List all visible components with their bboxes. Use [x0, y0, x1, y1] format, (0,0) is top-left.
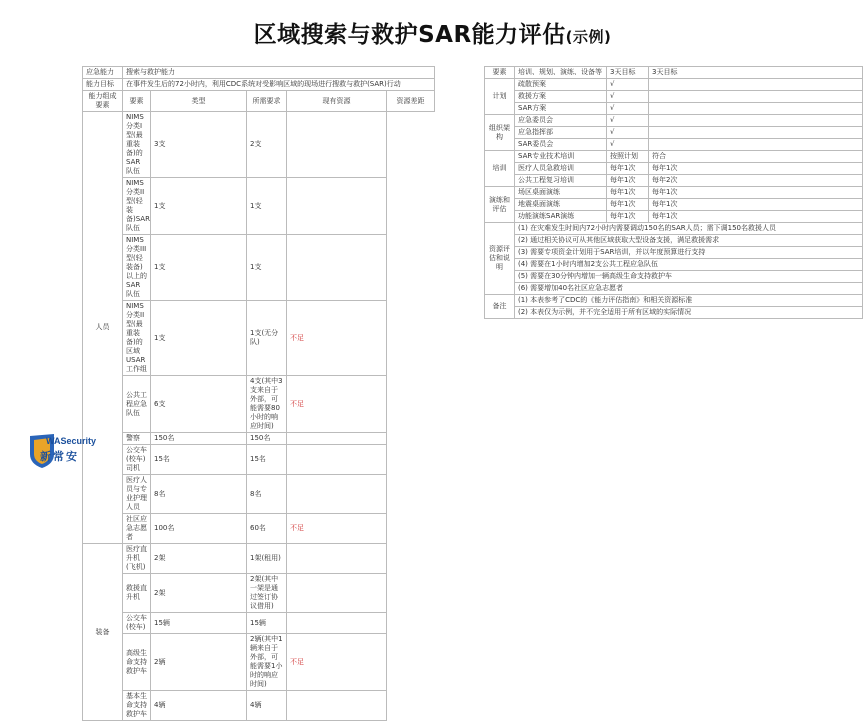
logo-text: WASecurity [46, 436, 97, 446]
group-label: 计划 [485, 79, 515, 115]
required-cell: 1支 [151, 235, 247, 301]
table-row [83, 112, 435, 178]
table-row [485, 127, 863, 139]
title-sub: (示例) [565, 28, 612, 46]
target-cell: 每年2次 [649, 175, 863, 187]
type-cell: NIMS分类III型(轻装备)以上的SAR队伍 [123, 235, 151, 301]
gap-cell [287, 178, 387, 235]
col-head: 3天目标 [607, 67, 649, 79]
target-cell [649, 115, 863, 127]
table-row [485, 139, 863, 151]
target-cell: 符合 [649, 151, 863, 163]
right-assessment-table [484, 66, 863, 319]
target-cell: 每年1次 [649, 211, 863, 223]
required-cell: 6支 [151, 376, 247, 433]
target-cell [649, 91, 863, 103]
gap-cell [287, 112, 387, 178]
group-label: 演练和评估 [485, 187, 515, 223]
item-cell: 公共工程复习培训 [515, 175, 607, 187]
table-row [83, 301, 435, 376]
table-row [485, 283, 863, 295]
note-cell: (2) 通过相关协议可从其他区域获取大型设备支援，满足救援需求 [515, 235, 863, 247]
item-cell: 疏散预案 [515, 79, 607, 91]
required-cell: 8名 [151, 475, 247, 514]
type-cell: 医疗人员与专业护理人员 [123, 475, 151, 514]
task-label: 应急能力 [83, 67, 123, 79]
gap-cell [287, 475, 387, 514]
required-cell: 1支 [151, 178, 247, 235]
remark-cell: (2) 本表仅为示例，并不完全适用于所有区域的实际情况 [515, 307, 863, 319]
existing-cell: 8名 [247, 475, 287, 514]
type-cell: 医疗直升机(飞机) [123, 544, 151, 574]
col-head: 要素 [123, 91, 151, 112]
required-cell: 15辆 [151, 613, 247, 634]
gap-cell: 不足 [287, 514, 387, 544]
table-row [83, 613, 435, 634]
target-cell: 每年1次 [607, 199, 649, 211]
required-cell: 2辆 [151, 634, 247, 691]
type-cell: 公共工程应急队伍 [123, 376, 151, 433]
col-head: 资源差距 [387, 91, 435, 112]
existing-cell: 1支 [247, 235, 287, 301]
target-cell: 每年1次 [649, 187, 863, 199]
table-row [485, 175, 863, 187]
item-cell: 救援方案 [515, 91, 607, 103]
item-cell: 应急委员会 [515, 115, 607, 127]
table-row [485, 151, 863, 163]
item-cell: 功能演练SAR演练 [515, 211, 607, 223]
table-row [485, 271, 863, 283]
note-cell: (5) 需要在30分钟内增加一辆高级生命支持救护车 [515, 271, 863, 283]
table-row [83, 475, 435, 514]
type-cell: 救援直升机 [123, 574, 151, 613]
col-head: 3天目标 [649, 67, 863, 79]
table-row [485, 247, 863, 259]
notes-label: 资源评估和说明 [485, 223, 515, 295]
table-row [485, 295, 863, 307]
task-row [83, 67, 435, 79]
type-cell: 基本生命支持救护车 [123, 691, 151, 721]
table-row [83, 691, 435, 721]
existing-cell: 2辆(其中1辆来自于外部，可能需要1小时的响应时间) [247, 634, 287, 691]
target-cell: 每年1次 [607, 187, 649, 199]
type-cell: 公交车(校车) [123, 613, 151, 634]
header-row [83, 91, 435, 112]
gap-cell [287, 433, 387, 445]
existing-cell: 15辆 [247, 613, 287, 634]
existing-cell: 4辆 [247, 691, 287, 721]
group-label: 组织架构 [485, 115, 515, 151]
type-cell: NIMS分类II型(最重装备)的区域USAR工作组 [123, 301, 151, 376]
left-assessment-table [82, 66, 435, 721]
required-cell: 2架 [151, 574, 247, 613]
target-cell: √ [607, 115, 649, 127]
type-cell: NIMS分类I型(最重装备)的SAR队伍 [123, 112, 151, 178]
existing-cell: 150名 [247, 433, 287, 445]
table-row [485, 187, 863, 199]
type-cell: 高级生命支持救护车 [123, 634, 151, 691]
header-row [485, 67, 863, 79]
table-row [485, 163, 863, 175]
existing-cell: 1支 [247, 178, 287, 235]
col-head: 所需要求 [247, 91, 287, 112]
table-row [485, 307, 863, 319]
existing-cell: 1支(无分队) [247, 301, 287, 376]
note-cell: (6) 需要增加40名社区应急志愿者 [515, 283, 863, 295]
goal-row [83, 79, 435, 91]
target-cell: √ [607, 103, 649, 115]
target-cell [649, 127, 863, 139]
table-row [485, 199, 863, 211]
target-cell: √ [607, 79, 649, 91]
gap-cell [287, 544, 387, 574]
item-cell: SAR专业技术培训 [515, 151, 607, 163]
gap-cell [287, 691, 387, 721]
col-head: 现有资源 [287, 91, 387, 112]
item-cell: SAR委员会 [515, 139, 607, 151]
type-cell: 公交车(校车)司机 [123, 445, 151, 475]
table-row [485, 223, 863, 235]
logo-cn: 新常安 [40, 450, 79, 463]
col-head: 要素 [485, 67, 515, 79]
target-cell: 每年1次 [607, 163, 649, 175]
task-value: 搜索与救护能力 [123, 67, 435, 79]
gap-cell [287, 235, 387, 301]
table-row [83, 634, 435, 691]
gap-cell [287, 574, 387, 613]
table-row [485, 91, 863, 103]
table-row [83, 376, 435, 433]
existing-cell: 2支 [247, 112, 287, 178]
target-cell: √ [607, 91, 649, 103]
goal-label: 能力目标 [83, 79, 123, 91]
target-cell: 每年1次 [649, 199, 863, 211]
required-cell: 4辆 [151, 691, 247, 721]
type-cell: 社区应急志愿者 [123, 514, 151, 544]
gap-cell [287, 445, 387, 475]
table-row [485, 115, 863, 127]
existing-cell: 4支(其中3支来自于外部，可能需要80小时的响应时间) [247, 376, 287, 433]
note-cell: (4) 需要在1小时内增加2支公共工程应急队伍 [515, 259, 863, 271]
table-row [83, 178, 435, 235]
equip-label: 装备 [83, 544, 123, 721]
table-row [83, 514, 435, 544]
item-cell: 地震桌面演练 [515, 199, 607, 211]
required-cell: 2架 [151, 544, 247, 574]
title-main: 区域搜索与救护SAR能力评估 [253, 22, 566, 48]
col-head: 培训、规划、演练、设备等 [515, 67, 607, 79]
item-cell: 场区桌面演练 [515, 187, 607, 199]
note-cell: (1) 在灾难发生时间内72小时内需要调动150名的SAR人员；需下调150名救援人员 [515, 223, 863, 235]
required-cell: 3支 [151, 112, 247, 178]
gap-cell: 不足 [287, 634, 387, 691]
target-cell: 每年1次 [649, 163, 863, 175]
type-cell: NIMS分类II型(轻装备)SAR队伍 [123, 178, 151, 235]
existing-cell: 15名 [247, 445, 287, 475]
table-row [485, 235, 863, 247]
remark-cell: (1) 本表参考了CDC的《能力评估指南》和相关资源标准 [515, 295, 863, 307]
people-label: 人员 [83, 112, 123, 544]
page-title [0, 16, 865, 49]
target-cell: 每年1次 [607, 211, 649, 223]
item-cell: 医疗人员急救培训 [515, 163, 607, 175]
remark-label: 备注 [485, 295, 515, 319]
type-cell: 警察 [123, 433, 151, 445]
required-cell: 100名 [151, 514, 247, 544]
group-label: 能力组成要素 [83, 91, 123, 112]
target-cell [649, 103, 863, 115]
table-row [83, 433, 435, 445]
table-row [485, 211, 863, 223]
table-row [485, 259, 863, 271]
gap-cell: 不足 [287, 376, 387, 433]
table-row [83, 574, 435, 613]
group-label: 培训 [485, 151, 515, 187]
table-row [83, 445, 435, 475]
table-row [83, 544, 435, 574]
target-cell: √ [607, 127, 649, 139]
required-cell: 150名 [151, 433, 247, 445]
goal-value: 在事件发生后的72小时内，利用CDC系统对受影响区域的现场进行搜救与救护(SAR)行动 [123, 79, 435, 91]
col-head: 类型 [151, 91, 247, 112]
item-cell: SAR方案 [515, 103, 607, 115]
target-cell [649, 79, 863, 91]
target-cell: √ [607, 139, 649, 151]
gap-cell: 不足 [287, 301, 387, 376]
target-cell: 每年1次 [607, 175, 649, 187]
target-cell [649, 139, 863, 151]
table-row [485, 79, 863, 91]
existing-cell: 1架(租用) [247, 544, 287, 574]
item-cell: 应急指挥部 [515, 127, 607, 139]
existing-cell: 60名 [247, 514, 287, 544]
table-row [83, 235, 435, 301]
required-cell: 15名 [151, 445, 247, 475]
table-row [485, 103, 863, 115]
gap-cell [287, 613, 387, 634]
required-cell: 1支 [151, 301, 247, 376]
note-cell: (3) 需要专项资金计划用于SAR培训，并以年度预算进行支持 [515, 247, 863, 259]
existing-cell: 2架(其中一架是通过签订协议借用) [247, 574, 287, 613]
target-cell: 按照计划 [607, 151, 649, 163]
